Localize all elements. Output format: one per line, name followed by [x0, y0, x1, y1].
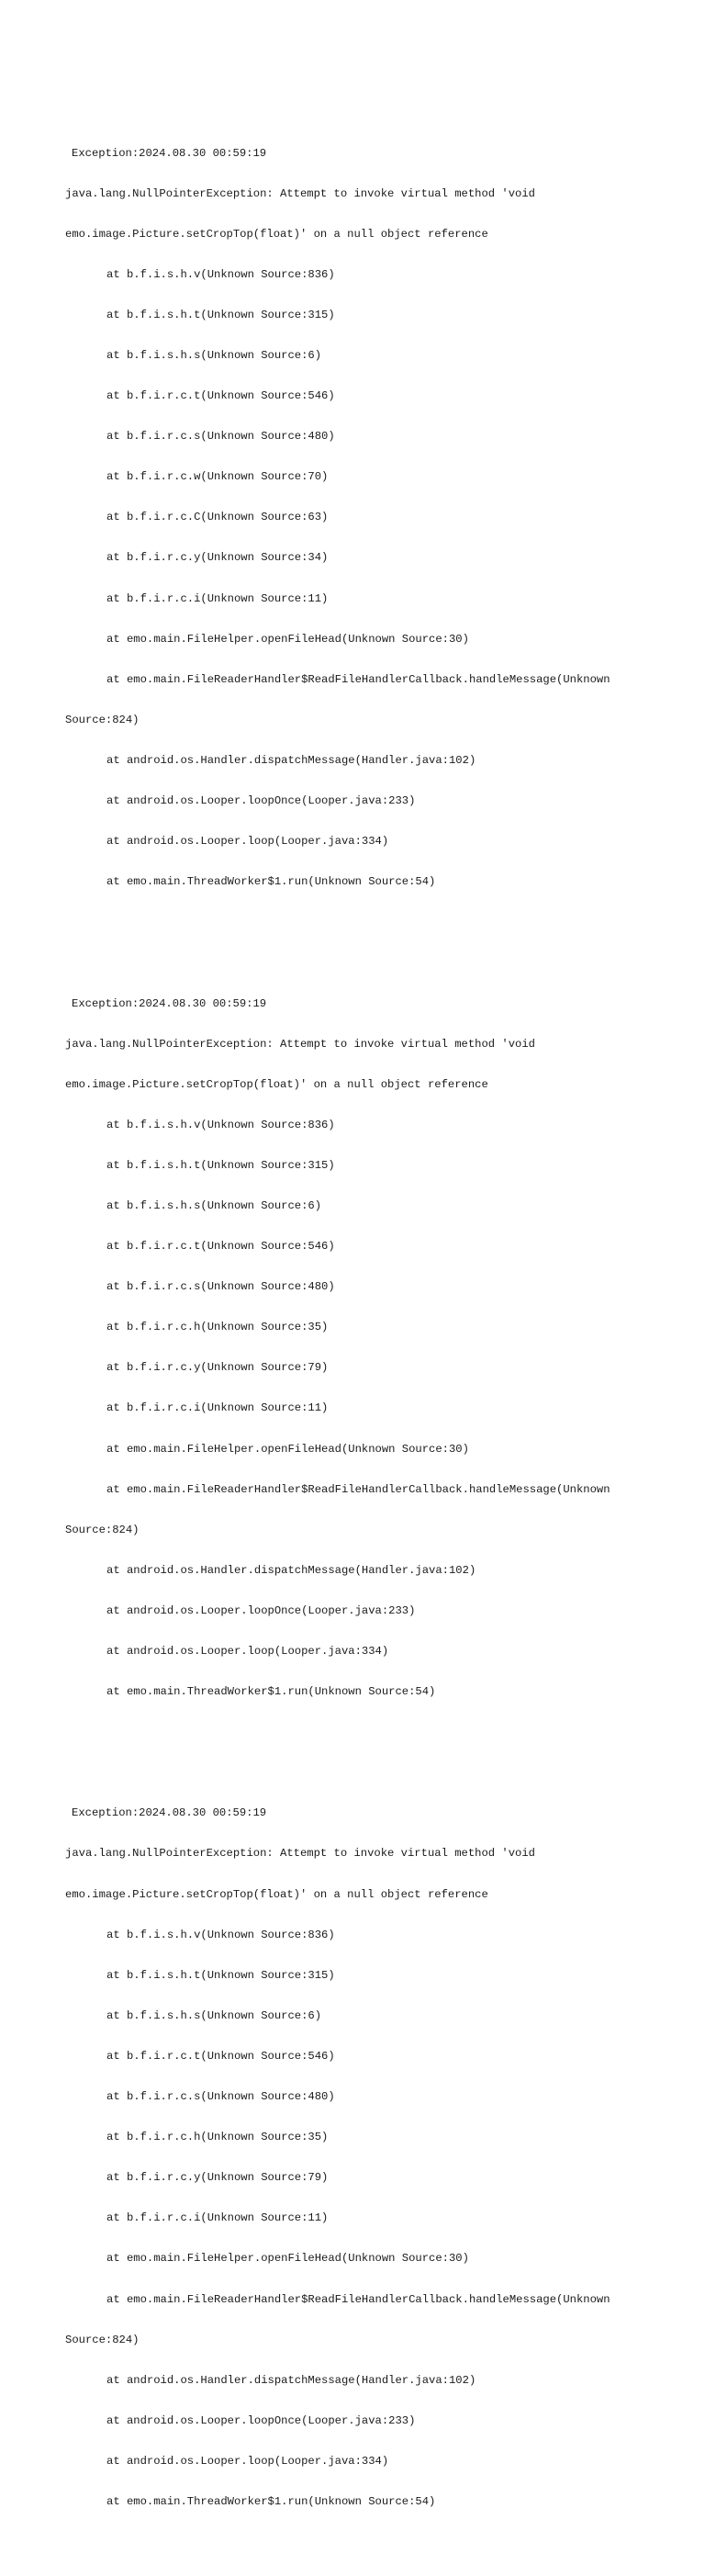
stack-frame: at emo.main.FileReaderHandler$ReadFileHandlerCallback.handleMessage(Unknown	[106, 2292, 610, 2306]
stack-frame: at b.f.i.r.c.s(Unknown Source:480)	[106, 1280, 335, 1294]
stack-frame: at emo.main.ThreadWorker$1.run(Unknown Source:54)	[106, 2494, 436, 2508]
stack-frame: at android.os.Looper.loopOnce(Looper.java:233)	[106, 1603, 416, 1617]
stack-frame: at android.os.Handler.dispatchMessage(Handler.java:102)	[106, 2373, 476, 2387]
stack-frame: at emo.main.ThreadWorker$1.run(Unknown Source:54)	[106, 1685, 436, 1699]
exception-block	[65, 970, 689, 1726]
stack-frame: at b.f.i.r.c.i(Unknown Source:11)	[106, 2211, 329, 2225]
exception-header: Exception:2024.08.30 00:59:19	[72, 996, 267, 1010]
stack-frame: at b.f.i.r.c.y(Unknown Source:79)	[106, 2171, 329, 2185]
stack-frame: at b.f.i.r.c.s(Unknown Source:480)	[106, 430, 335, 444]
stack-frame: at b.f.i.r.c.i(Unknown Source:11)	[106, 591, 329, 605]
stack-frame: at emo.main.FileHelper.openFileHead(Unknown Source:30)	[106, 2252, 469, 2266]
stack-frame: at b.f.i.r.c.i(Unknown Source:11)	[106, 1401, 329, 1415]
stack-frame: at b.f.i.r.c.h(Unknown Source:35)	[106, 1321, 329, 1334]
exception-header: Exception:2024.08.30 00:59:19	[72, 1806, 267, 1820]
stack-frame: at b.f.i.s.h.s(Unknown Source:6)	[106, 348, 322, 362]
stack-frame: at b.f.i.r.c.y(Unknown Source:34)	[106, 551, 329, 565]
stack-frame: at android.os.Looper.loopOnce(Looper.java:233)	[106, 2413, 416, 2427]
stack-frame: at emo.main.FileHelper.openFileHead(Unknown Source:30)	[106, 1442, 469, 1456]
stack-frame: at b.f.i.r.c.w(Unknown Source:70)	[106, 470, 329, 484]
stack-frame: at android.os.Looper.loop(Looper.java:334)	[106, 1645, 389, 1658]
exception-log	[65, 79, 689, 2576]
stack-frame: at emo.main.FileReaderHandler$ReadFileHandlerCallback.handleMessage(Unknown	[106, 1482, 610, 1496]
stack-frame: at b.f.i.r.c.t(Unknown Source:546)	[106, 389, 335, 403]
stack-frame-wrap: Source:824)	[65, 2333, 140, 2346]
stack-frame: at android.os.Handler.dispatchMessage(Handler.java:102)	[106, 1563, 476, 1577]
stack-frame: at android.os.Looper.loopOnce(Looper.java:233)	[106, 794, 416, 808]
stack-frame-wrap: Source:824)	[65, 713, 140, 726]
exception-message-cont: emo.image.Picture.setCropTop(float)' on a null object reference	[65, 1887, 488, 1901]
exception-block	[65, 119, 689, 916]
stack-frame: at b.f.i.s.h.v(Unknown Source:836)	[106, 1928, 335, 1941]
stack-frame: at b.f.i.r.c.t(Unknown Source:546)	[106, 2049, 335, 2063]
exception-header: Exception:2024.08.30 00:59:19	[72, 146, 267, 160]
exception-message-cont: emo.image.Picture.setCropTop(float)' on a null object reference	[65, 1077, 488, 1091]
stack-frame: at b.f.i.r.c.C(Unknown Source:63)	[106, 511, 329, 524]
exception-message: java.lang.NullPointerException: Attempt to invoke virtual method 'void	[65, 1037, 535, 1051]
stack-frame: at b.f.i.s.h.t(Unknown Source:315)	[106, 1158, 335, 1172]
stack-frame: at b.f.i.r.c.h(Unknown Source:35)	[106, 2131, 329, 2144]
stack-frame: at emo.main.FileHelper.openFileHead(Unknown Source:30)	[106, 632, 469, 646]
stack-frame: at b.f.i.s.h.s(Unknown Source:6)	[106, 1198, 322, 1212]
stack-frame: at b.f.i.s.h.v(Unknown Source:836)	[106, 1118, 335, 1131]
exception-message: java.lang.NullPointerException: Attempt to invoke virtual method 'void	[65, 186, 535, 200]
stack-frame: at b.f.i.s.h.v(Unknown Source:836)	[106, 267, 335, 281]
stack-frame: at emo.main.ThreadWorker$1.run(Unknown Source:54)	[106, 875, 436, 889]
exception-message-cont: emo.image.Picture.setCropTop(float)' on a null object reference	[65, 227, 488, 241]
stack-frame: at android.os.Looper.loop(Looper.java:334)	[106, 2454, 389, 2468]
stack-frame: at b.f.i.s.h.t(Unknown Source:315)	[106, 1968, 335, 1982]
stack-frame: at b.f.i.r.c.t(Unknown Source:546)	[106, 1240, 335, 1254]
stack-frame: at b.f.i.s.h.t(Unknown Source:315)	[106, 308, 335, 321]
stack-frame: at android.os.Handler.dispatchMessage(Handler.java:102)	[106, 753, 476, 767]
stack-frame: at android.os.Looper.loop(Looper.java:334)	[106, 835, 389, 849]
stack-frame: at b.f.i.s.h.s(Unknown Source:6)	[106, 2008, 322, 2022]
stack-frame: at emo.main.FileReaderHandler$ReadFileHandlerCallback.handleMessage(Unknown	[106, 672, 610, 686]
stack-frame: at b.f.i.r.c.s(Unknown Source:480)	[106, 2090, 335, 2104]
stack-frame-wrap: Source:824)	[65, 1523, 140, 1536]
exception-message: java.lang.NullPointerException: Attempt to invoke virtual method 'void	[65, 1847, 535, 1861]
stack-frame: at b.f.i.r.c.y(Unknown Source:79)	[106, 1361, 329, 1375]
exception-block	[65, 1780, 689, 2536]
